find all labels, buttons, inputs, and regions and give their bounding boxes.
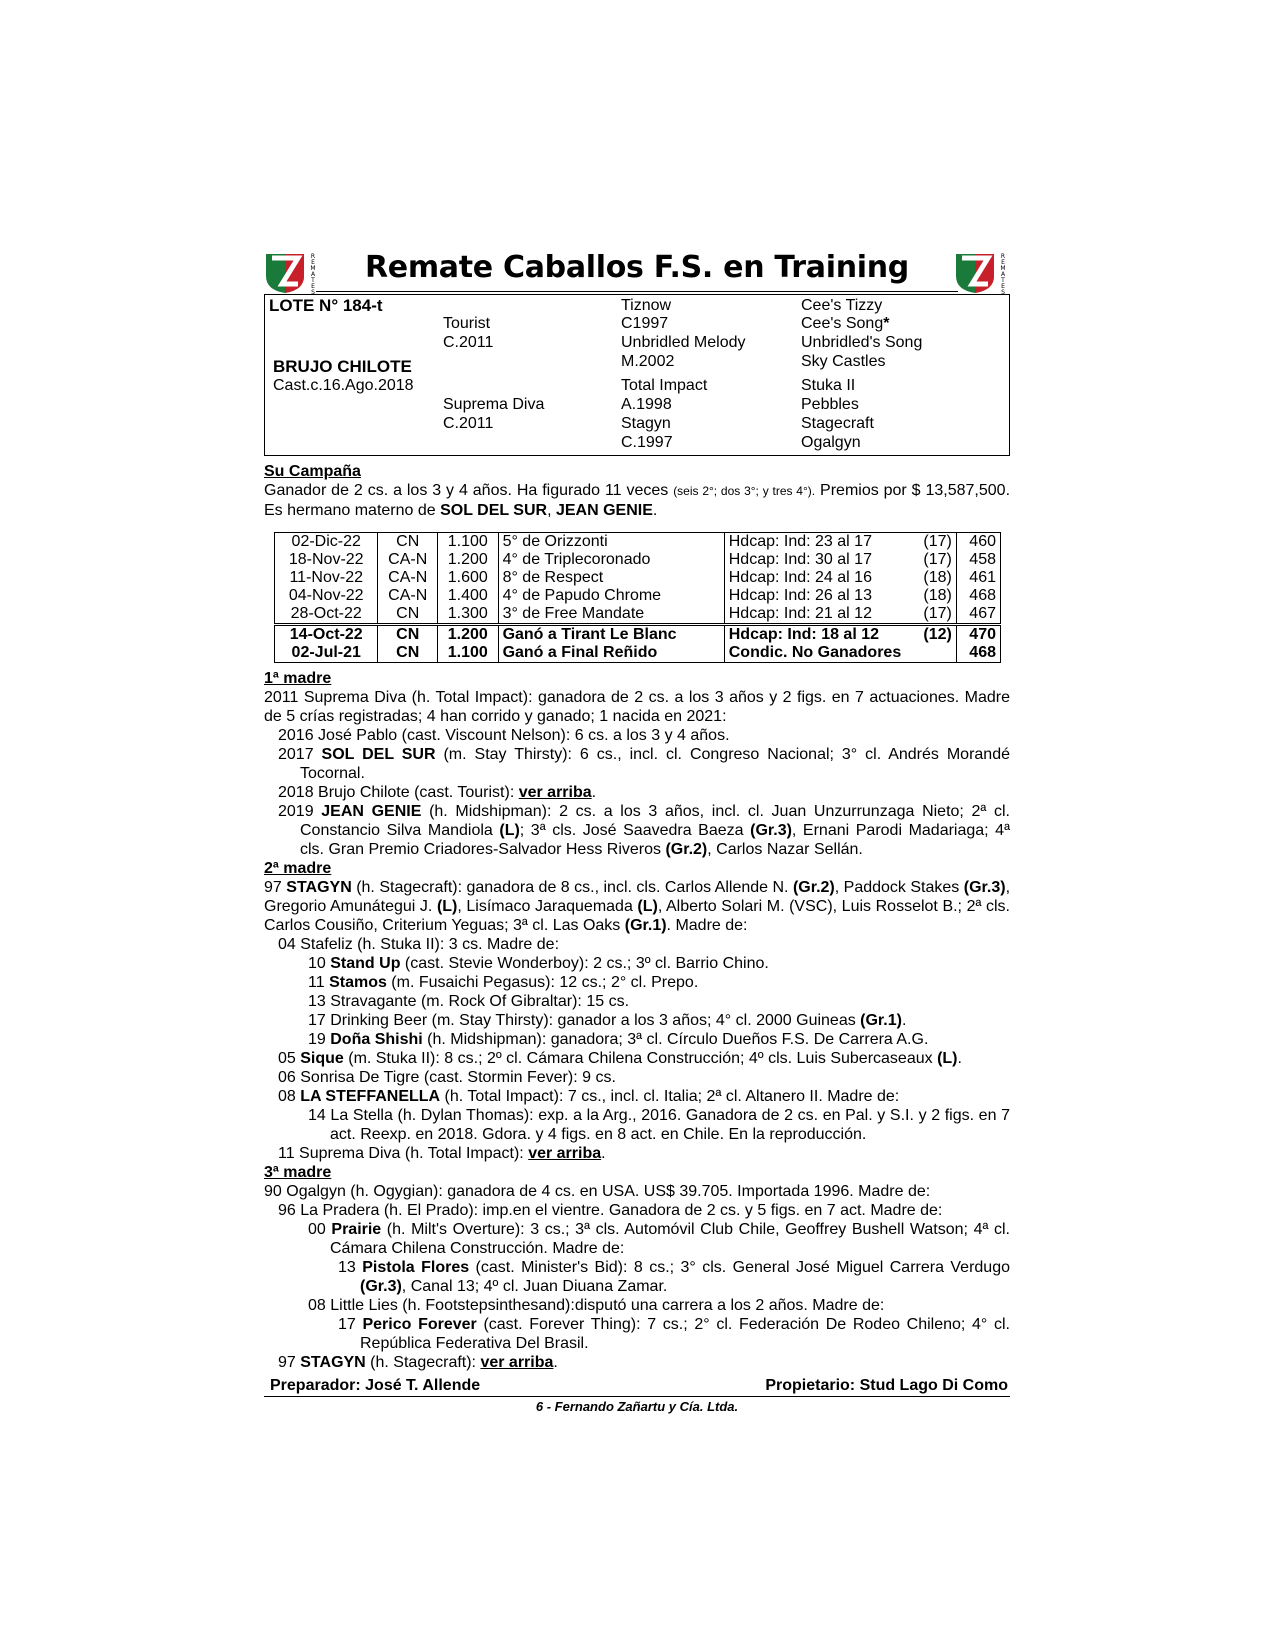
text: (m. Stay Thirsty): 6 cs., incl. cl. Congreso Nacional; 3° cl. Andrés Morandé Tocornal. [300,746,1010,782]
race-conditions: Condic. No Ganadores [728,644,902,661]
ggparent-8: Ogalgyn [801,434,861,451]
text: , Gregorio Amunátegui J. [264,879,1011,915]
year: 17 [338,1316,363,1333]
race-cond [724,533,956,552]
text: (cast. Minister's Bid): 8 cs.; 3° cls. General José Miguel Carrera Verdugo [469,1259,1011,1276]
svg-text:R: R [1000,253,1006,260]
third-dam-section [264,1163,1010,1372]
dot: . [601,1145,606,1162]
race-cond [724,625,956,645]
race-row [275,587,1001,605]
name: JEAN GENIE [321,803,422,820]
ggparent-5: Stuka II [801,377,856,394]
name: Pistola Flores [362,1259,470,1276]
owner: Propietario: Stud Lago Di Como [765,1377,1008,1394]
ver-arriba-link[interactable]: ver arriba [528,1145,602,1162]
ggparent-6: Pebbles [801,396,859,413]
win-row [275,625,1001,645]
header-divider [316,291,958,292]
race-row [275,605,1001,625]
win-row [275,644,1001,663]
race-result: 3° de Free Mandate [498,605,724,625]
race-cond [724,551,956,569]
list-item [264,1087,1010,1106]
grade: (Gr.1) [624,917,667,934]
horse-description: Cast.c.16.Ago.2018 [273,377,414,394]
campaign-section [264,462,1010,520]
grade: (Gr.1) [860,1012,902,1029]
svg-text:E: E [311,259,315,266]
text: . Madre de: [666,917,748,934]
name: Stand Up [330,955,401,972]
race-w: 470 [956,625,1000,645]
year: 05 [278,1050,301,1067]
race-date: 28-Oct-22 [275,605,378,625]
year: 08 [278,1088,301,1105]
race-w: 458 [956,551,1000,569]
sibling-2: JEAN GENIE [555,502,653,519]
text: (cast. Stevie Wonderboy): 2 cs.; 3º cl. Barrio Chino. [400,955,769,972]
ver-arriba-link[interactable]: ver arriba [518,784,592,801]
grade: (L) [937,1050,958,1067]
page-footer [264,1376,1010,1397]
race-date: 11-Nov-22 [275,569,378,587]
svg-text:E: E [1001,283,1005,290]
race-date: 02-Jul-21 [275,644,378,663]
second-dam-heading: 2ª madre [264,860,332,877]
grade: (L) [637,898,658,915]
race-w: 460 [956,533,1000,552]
race-row [275,551,1001,569]
race-row [275,533,1001,552]
race-dist: 1.200 [437,551,498,569]
name: STAGYN [286,879,352,896]
granddam-2-year: C.1997 [621,434,673,451]
list-item [264,954,1010,973]
race-w: 467 [956,605,1000,625]
ggparent-4: Sky Castles [801,353,886,370]
grandsire-2-year: A.1998 [621,396,672,413]
campaign-sep: , [547,502,556,519]
race-track: CN [378,605,437,625]
list-item [264,1220,1010,1258]
grandsire-2: Total Impact [621,377,708,394]
text: (h. Stagecraft): ganadora de 8 cs., incl. cls. Carlos Allende N. [351,879,793,896]
race-conditions: Hdcap: Ind: 26 al 13 [728,587,872,604]
granddam-1-year: M.2002 [621,353,675,370]
race-conditions: Hdcap: Ind: 21 al 12 [728,605,872,622]
name: Doña Shishi [330,1031,423,1048]
race-field-size: (18) [923,569,952,586]
list-item [264,1049,1010,1068]
lot-number: LOTE N° 184-t [269,296,383,315]
text: , Ernani Parodi Madariaga; 4ª cls. Gran Premio Criadores-Salvador Hess Riveros [300,822,1011,858]
list-item [264,973,1010,992]
name: LA STEFFANELLA [300,1088,441,1105]
text: , Carlos Nazar Sellán. [707,841,863,858]
race-date: 02-Dic-22 [275,533,378,552]
name: SOL DEL SUR [321,746,436,763]
svg-text:M: M [310,265,316,272]
text: (h. Stagecraft): [365,1354,481,1371]
third-dam-intro: 90 Ogalgyn (h. Ogygian): ganadora de 4 cs. en USA. US$ 39.705. Importada 1996. Madre de: [264,1183,931,1200]
second-dam-section [264,859,1010,1163]
year: 2019 [278,803,322,820]
race-dist: 1.100 [437,644,498,663]
grade: (L) [436,898,458,915]
campaign-text [264,481,1010,520]
grade: (Gr.2) [792,879,835,896]
race-result: 8° de Respect [498,569,724,587]
race-track: CN [378,644,437,663]
text: (h. Milt's Overture): 3 cs.; 3ª cls. Automóvil Club Chile, Geoffrey Bushell Watson; 4ª cl. Cámara Chilena Construcción. Madre de: [330,1221,1010,1257]
import-mark: * [883,315,890,332]
text: , Lisímaco Jaraquemada [457,898,638,915]
text: (h. Total Impact): 7 cs., incl. cl. Italia; 2ª cl. Altanero II. Madre de: [440,1088,900,1105]
list-item [264,783,1010,802]
year: 97 [278,1354,301,1371]
year: 13 [338,1259,363,1276]
campaign-end: . [652,502,658,519]
sire: Tourist [443,315,491,332]
grandsire-1-year: C1997 [621,315,669,332]
list-item [264,1144,1010,1163]
name: Stamos [329,974,387,991]
text: 2018 Brujo Chilote (cast. Tourist): [278,784,519,801]
svg-text:S: S [1001,289,1005,294]
name: Sique [300,1050,344,1067]
text: , Paddock Stakes [834,879,964,896]
list-item: 14 La Stella (h. Dylan Thomas): exp. a la Arg., 2016. Ganadora de 2 cs. en Pal. y S.I. y 2 figs. en 7 act. Reexp. en 2018. Gdora. y 4 figs. en 8 act. en Chile. En la reproducción. [308,1107,1010,1143]
first-dam-heading: 1ª madre [264,670,332,687]
text: , Canal 13; 4º cl. Juan Diuana Zamar. [401,1278,668,1295]
ggparent-2-name: Cee's Song [801,315,884,332]
granddam-1: Unbridled Melody [621,334,746,351]
race-conditions: Hdcap: Ind: 30 al 17 [728,551,872,568]
campaign-placings: (seis 2°; dos 3°; y tres 4°). [673,484,816,498]
list-item: 96 La Pradera (h. El Prado): imp.en el vientre. Ganadora de 2 cs. y 5 figs. en 7 act. Madre de: [278,1202,943,1219]
ggparent-1: Cee's Tizzy [801,297,883,314]
year: 2017 [278,746,322,763]
list-item: 2016 José Pablo (cast. Viscount Nelson): 6 cs. a los 3 y 4 años. [278,727,730,744]
race-track: CA-N [378,569,437,587]
race-field-size: (17) [923,551,952,568]
race-result: 4° de Papudo Chrome [498,587,724,605]
second-dam-intro [264,878,1010,935]
race-cond [724,569,956,587]
first-dam-intro: 2011 Suprema Diva (h. Total Impact): ganadora de 2 cs. a los 3 años y 2 figs. en 7 actuaciones. Madre de 5 crías registradas; 4 han corrido y ganado; 1 nacida en 2021: [264,689,1010,725]
race-result: 4° de Triplecoronado [498,551,724,569]
svg-text:A: A [310,271,316,278]
svg-text:T: T [311,277,315,284]
text: (m. Stuka II): 8 cs.; 2º cl. Cámara Chilena Construcción; 4º cls. Luis Subercaseaux [343,1050,938,1067]
text: 17 Drinking Beer (m. Stay Thirsty): ganador a los 3 años; 4° cl. 2000 Guineas [308,1012,861,1029]
year: 97 [264,879,287,896]
horse-name: BRUJO CHILOTE [273,357,412,376]
dot: . [591,784,597,801]
race-field-size: (18) [923,587,952,604]
grade: (Gr.2) [665,841,708,858]
race-result: Ganó a Tirant Le Blanc [498,625,724,645]
list-item [264,745,1010,783]
grade: (Gr.3) [963,879,1006,896]
sibling-1: SOL DEL SUR [440,502,548,519]
dot: . [553,1354,558,1371]
svg-text:T: T [1001,277,1005,284]
text: (m. Fusaichi Pegasus): 12 cs.; 2° cl. Prepo. [386,974,699,991]
granddam-2: Stagyn [621,415,671,432]
dam-year: C.2011 [443,415,494,432]
race-track: CN [378,625,437,645]
zanartu-logo-right [954,246,1010,294]
race-track: CA-N [378,587,437,605]
race-result: Ganó a Final Reñido [498,644,724,663]
campaign-heading: Su Campaña [264,463,361,480]
dot: . [901,1012,907,1029]
list-item: 13 Stravagante (m. Rock Of Gibraltar): 15 cs. [308,993,630,1010]
race-dist: 1.300 [437,605,498,625]
list-item: 08 Little Lies (h. Footstepsinthesand):disputó una carrera a los 2 años. Madre de: [308,1297,885,1314]
list-item [264,1258,1010,1296]
race-w: 468 [956,587,1000,605]
text: 11 Suprema Diva (h. Total Impact): [278,1145,529,1162]
svg-text:E: E [1001,259,1005,266]
year: 10 [308,955,331,972]
race-cond [724,587,956,605]
race-dist: 1.100 [437,533,498,552]
race-dist: 1.200 [437,625,498,645]
list-item [264,802,1010,859]
year: 19 [308,1031,331,1048]
svg-text:S: S [311,289,315,294]
ver-arriba-link[interactable]: ver arriba [480,1354,554,1371]
list-item: 06 Sonrisa De Tigre (cast. Stormin Fever): 9 cs. [278,1069,616,1086]
page-title: Remate Caballos F.S. en Training [365,250,909,285]
race-field-size: (17) [923,533,952,550]
race-row [275,569,1001,587]
race-date: 18-Nov-22 [275,551,378,569]
page [264,246,1010,1414]
race-field-size: (12) [923,626,952,643]
list-item [264,1315,1010,1353]
text: ; 3ª cls. José Saavedra Baeza [519,822,751,839]
page-credit: 6 - Fernando Zañartu y Cía. Ltda. [535,1399,739,1414]
race-date: 04-Nov-22 [275,587,378,605]
text: (h. Midshipman): 2 cs. a los 3 años, incl. cl. Juan Unzurrunzaga Nieto; 2ª cl. Constancio Silva Mandiola [300,803,1011,839]
race-conditions: Hdcap: Ind: 24 al 16 [728,569,872,586]
list-item [264,1353,1010,1372]
race-track: CA-N [378,551,437,569]
ggparent-3: Unbridled's Song [801,334,923,351]
trainer: Preparador: José T. Allende [270,1377,481,1394]
name: Prairie [331,1221,382,1238]
list-item [264,1011,1010,1030]
grade: (Gr.3) [360,1278,402,1295]
dot: . [957,1050,962,1067]
svg-text:M: M [1000,265,1006,272]
svg-text:A: A [1000,271,1006,278]
race-track: CN [378,533,437,552]
svg-text:E: E [311,283,315,290]
first-dam-section [264,669,1010,859]
text: , Alberto Solari M. (VSC), Luis Rosselot B.; 2ª cls. Carlos Cousiño, Criterium Yeguas; 3ª cl. Las Oaks [264,898,1010,934]
race-field-size: (17) [923,605,952,622]
list-item [264,1030,1010,1049]
dam: Suprema Diva [443,396,545,413]
grade: (Gr.3) [750,822,792,839]
name: Perico Forever [362,1316,477,1333]
race-conditions: Hdcap: Ind: 18 al 12 [728,626,880,643]
race-dist: 1.400 [437,587,498,605]
campaign-t2: Premios por $ 13,587,500. Es hermano materno de [264,482,1011,519]
race-conditions: Hdcap: Ind: 23 al 17 [728,533,872,550]
race-dist: 1.600 [437,569,498,587]
text: (cast. Forever Thing): 7 cs.; 2° cl. Federación De Rodeo Chileno; 4° cl. República Federativa Del Brasil. [360,1316,1011,1352]
race-cond [724,644,956,663]
race-w: 468 [956,644,1000,663]
campaign-t1: Ganador de 2 cs. a los 3 y 4 años. Ha figurado 11 veces [264,482,674,499]
sire-year: C.2011 [443,334,494,351]
list-item: 04 Stafeliz (h. Stuka II): 3 cs. Madre de: [278,936,560,953]
text: (h. Midshipman): ganadora; 3ª cl. Círculo Dueños F.S. De Carrera A.G. [422,1031,929,1048]
race-result: 5° de Orizzonti [498,533,724,552]
ggparent-7: Stagecraft [801,415,874,432]
third-dam-heading: 3ª madre [264,1164,332,1181]
race-cond [724,605,956,625]
grandsire-1: Tiznow [621,297,672,314]
pedigree-box [264,294,1010,456]
name: STAGYN [300,1354,366,1371]
year: 00 [308,1221,332,1238]
ggparent-2 [801,314,889,333]
grade: (L) [499,822,520,839]
page-header [264,246,1010,294]
svg-text:R: R [310,253,316,260]
race-record-table [274,532,1001,663]
race-w: 461 [956,569,1000,587]
year: 11 [308,974,330,991]
race-date: 14-Oct-22 [275,625,378,645]
